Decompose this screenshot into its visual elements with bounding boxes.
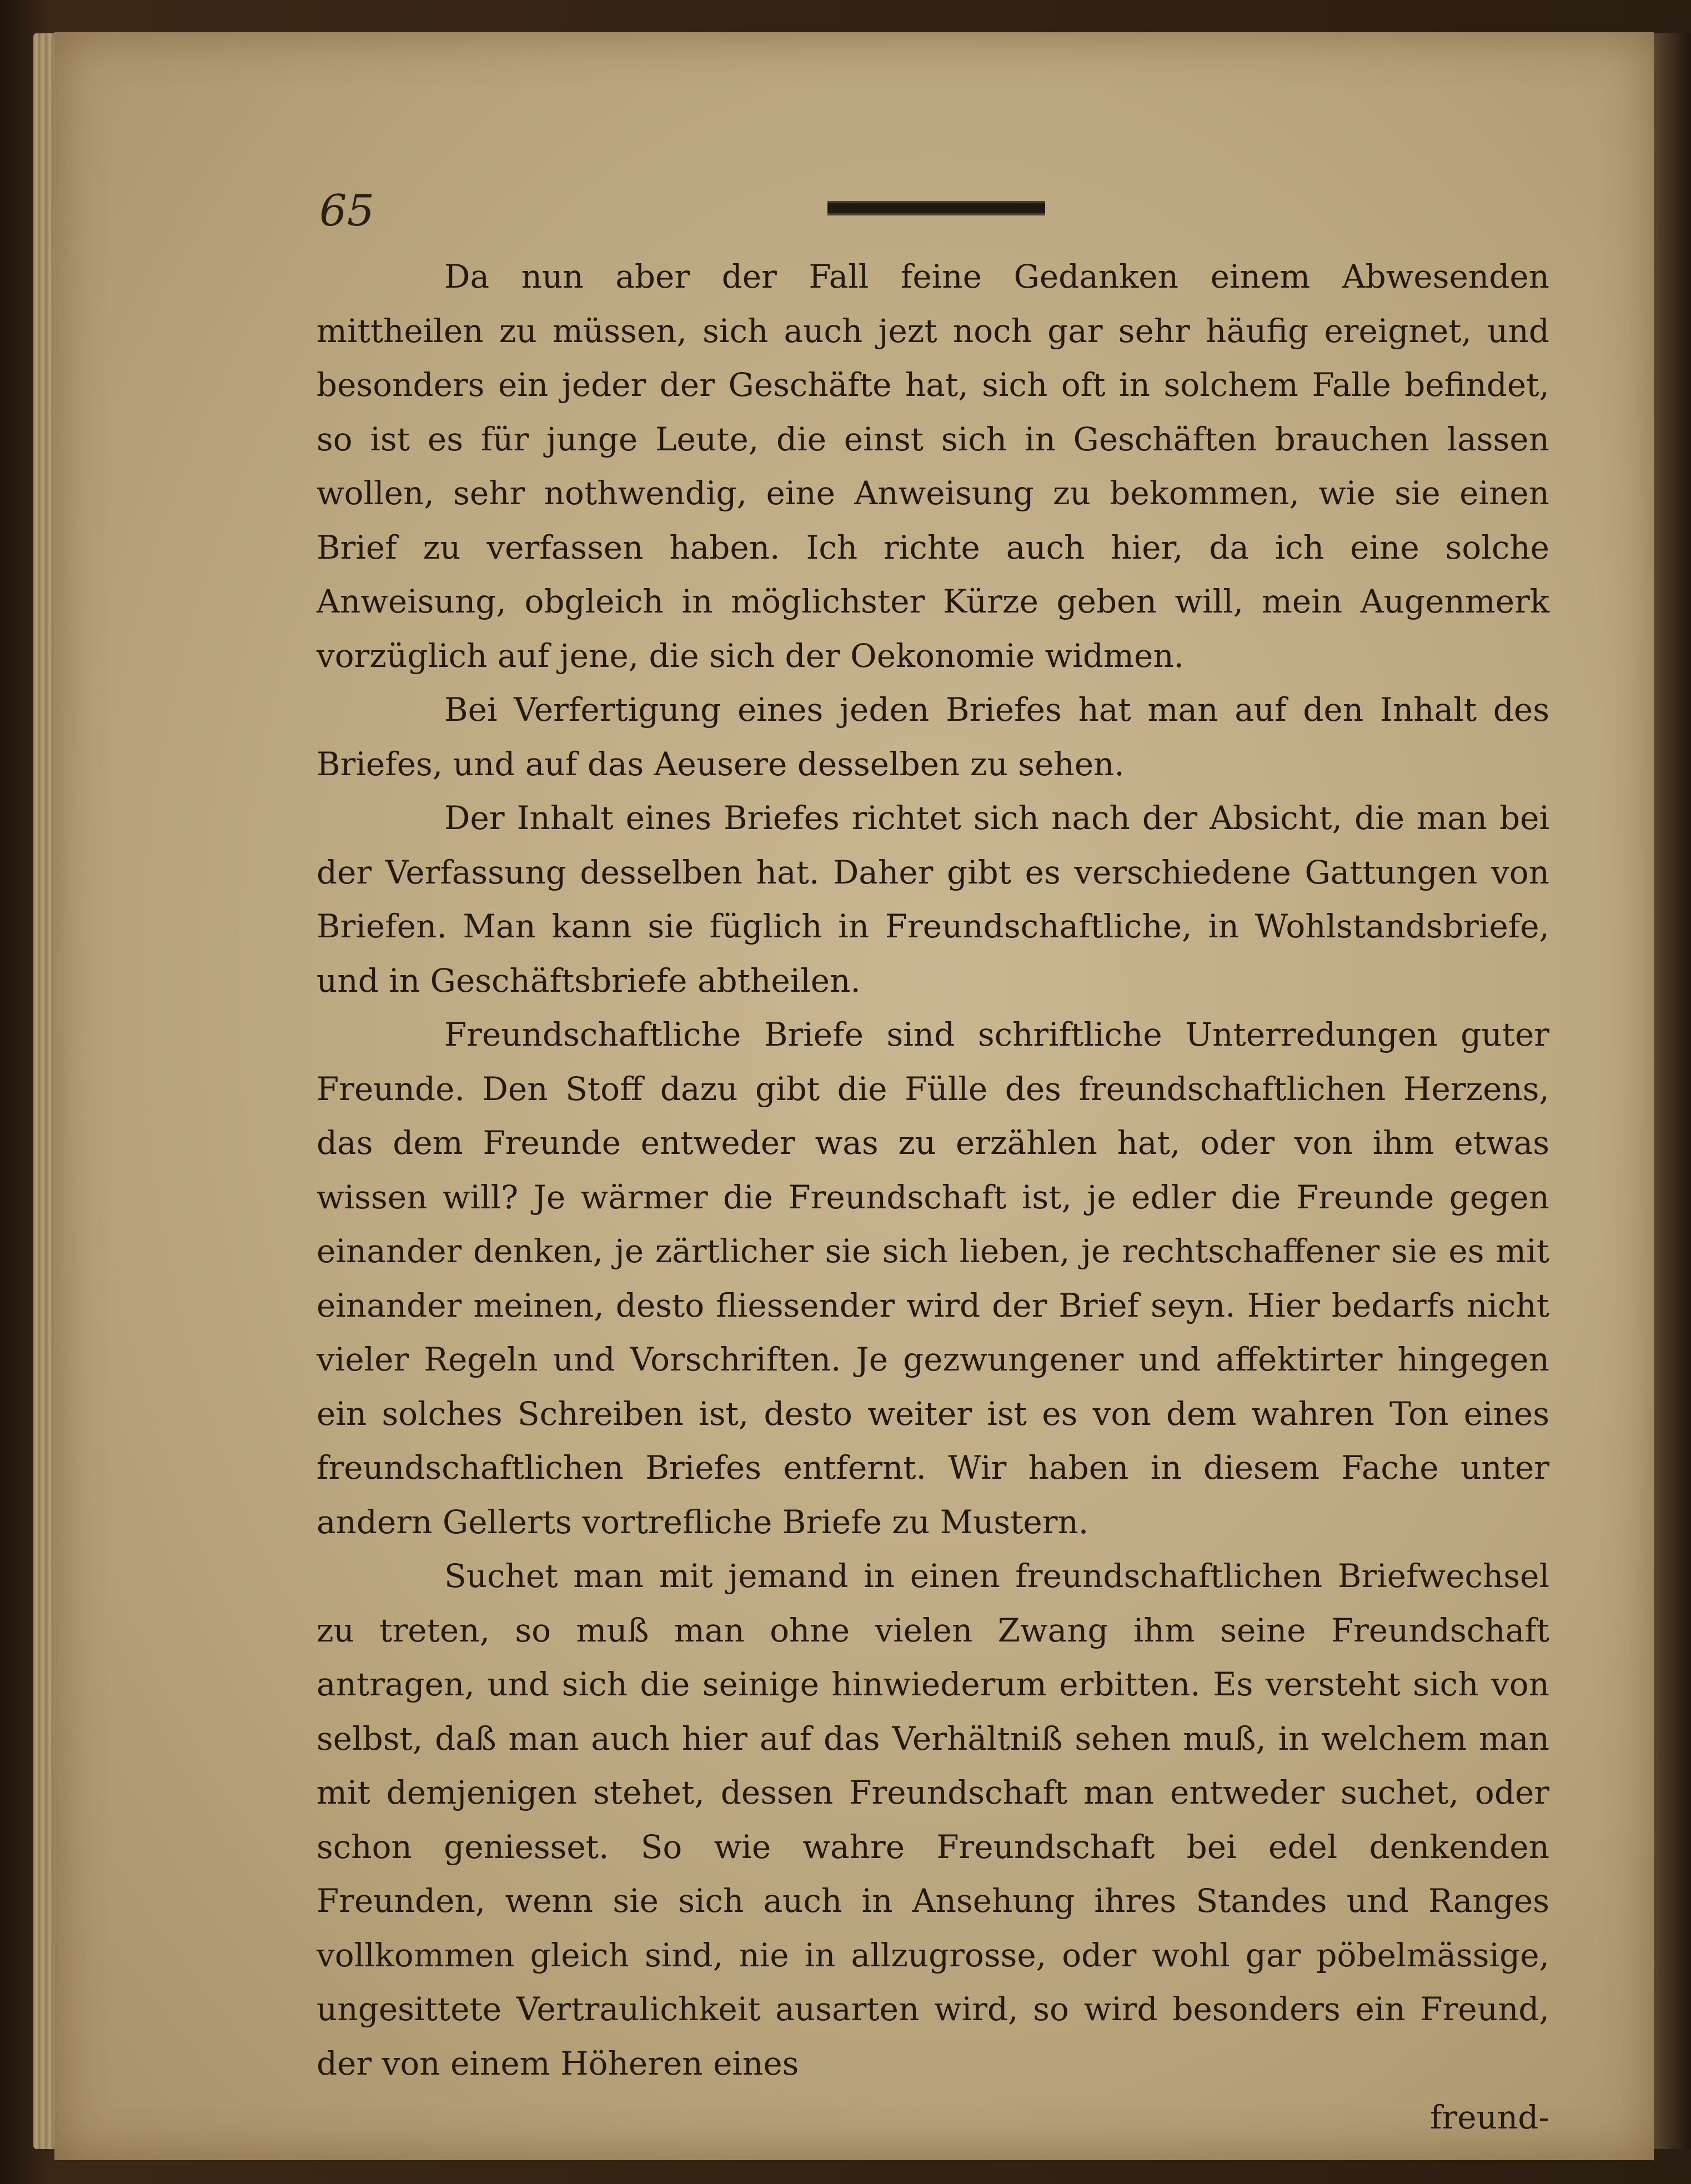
page-number: 65 xyxy=(319,186,375,236)
header-rule xyxy=(827,201,1045,215)
paragraph-5: Suchet man mit jemand in einen freundschaftlichen Briefwechsel zu treten, so muß man ohne vielen Zwang ihm seine Freundschaft antragen, und sich die seinige hinwiederum erbitten. Es versteht sich von selbst, daß man auch hier auf das Verhältniß sehen muß, in welchem man mit demjenigen stehet, dessen Freundschaft man entweder suchet, oder schon geniesset. So wie wahre Freundschaft bei edel denkenden Freunden, wenn sie sich auch in Ansehung ihres Standes und Ranges vollkommen gleich sind, nie in allzugrosse, oder wohl gar pöbelmässige, ungesittete Vertraulichkeit ausarten wird, so wird besonders ein Freund, der von einem Höheren eines xyxy=(317,1557,1549,2082)
paragraph-1: Da nun aber der Fall feine Gedanken einem Abwesenden mittheilen zu müssen, sich auch jezt noch gar sehr häufig ereignet, und besonders ein jeder der Geschäfte hat, sich oft in solchem Falle befindet, so ist es für junge Leute, die einst sich in Geschäften brauchen lassen wollen, sehr nothwendig, eine Anweisung zu bekommen, wie sie einen Brief zu verfassen haben. Ich richte auch hier, da ich eine solche Anweisung, obgleich in möglichster Kürze geben will, mein Augenmerk vorzüglich auf jene, die sich der Oekonomie widmen. xyxy=(317,258,1549,675)
body-text xyxy=(317,250,1549,2145)
catchword: freund- xyxy=(1430,2098,1549,2136)
paragraph-3: Der Inhalt eines Briefes richtet sich nach der Absicht, die man bei der Verfassung desselben hat. Daher gibt es verschiedene Gattungen von Briefen. Man kann sie füglich in Freundschaftliche, in Wohlstandsbriefe, und in Geschäftsbriefe abtheilen. xyxy=(317,799,1549,1000)
paragraph-2: Bei Verfertigung eines jeden Briefes hat man auf den Inhalt des Briefes, und auf das Aeusere desselben zu sehen. xyxy=(317,691,1549,783)
paragraph-4: Freundschaftliche Briefe sind schriftliche Unterredungen guter Freunde. Den Stoff dazu gibt die Fülle des freundschaftlichen Herzens, das dem Freunde entweder was zu erzählen hat, oder von ihm etwas wissen will? Je wärmer die Freundschaft ist, je edler die Freunde gegen einander denken, je zärtlicher sie sich lieben, je rechtschaffener sie es mit einander meinen, desto fliessender wird der Brief seyn. Hier bedarfs nicht vieler Regeln und Vorschriften. Je gezwungener und affektirter hingegen ein solches Schreiben ist, desto weiter ist es von dem wahren Ton eines freundschaftlichen Briefes entfernt. Wir haben in diesem Fache unter andern Gellerts vortrefliche Briefe zu Mustern. xyxy=(317,1016,1549,1541)
